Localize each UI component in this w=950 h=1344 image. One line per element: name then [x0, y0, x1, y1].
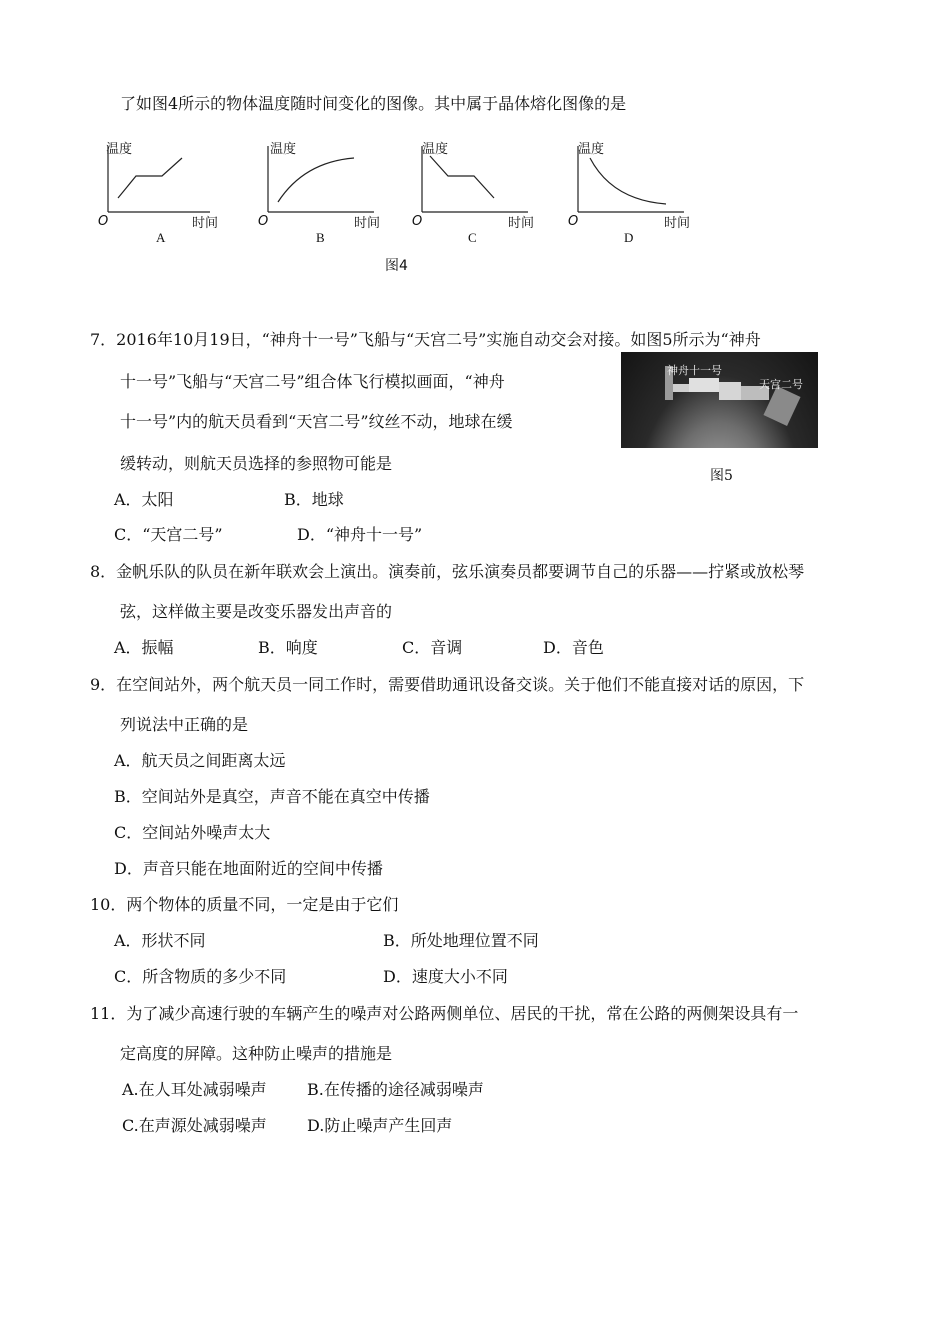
graph-b — [258, 138, 428, 248]
q10-option-b: B．所处地理位置不同 — [383, 931, 539, 950]
graph-c-xlabel: 时间 — [508, 216, 535, 231]
photo-label-tiangong: 天宫二号 — [759, 378, 803, 391]
q11-line1: 11．为了减少高速行驶的车辆产生的噪声对公路两侧单位、居民的干扰，常在公路的两侧架设具有一 — [90, 1004, 799, 1023]
graph-c-ylabel: 温度 — [422, 142, 449, 157]
photo-label-shenzhou: 神舟十一号 — [667, 364, 722, 377]
q9-line2: 列说法中正确的是 — [120, 715, 249, 734]
q7-option-a: A．太阳 — [114, 490, 174, 509]
q11-option-a: A.在人耳处减弱噪声 — [122, 1080, 267, 1099]
q7-line1: 7．2016年10月19日，“神舟十一号”飞船与“天宫二号”实施自动交会对接。如图5所示为“神舟 — [90, 330, 761, 349]
graph-b-xlabel: 时间 — [354, 216, 381, 231]
q7-option-c: C．“天宫二号” — [114, 525, 223, 544]
q8-option-b: B．响度 — [258, 638, 318, 657]
q11-option-b: B.在传播的途径减弱噪声 — [307, 1080, 484, 1099]
graph-a-ylabel: 温度 — [106, 142, 133, 157]
q10-line1: 10．两个物体的质量不同，一定是由于它们 — [90, 895, 399, 914]
graph-a-xlabel: 时间 — [192, 216, 219, 231]
fig5-caption: 图5 — [710, 468, 733, 484]
q10-option-c: C．所含物质的多少不同 — [114, 967, 287, 986]
graph-c — [412, 138, 582, 248]
graph-a-letter: A — [156, 230, 166, 245]
q9-option-d: D．声音只能在地面附近的空间中传播 — [114, 859, 383, 878]
spacecraft-photo — [621, 352, 818, 448]
q7-option-d: D．“神舟十一号” — [297, 525, 423, 544]
graph-d-letter: D — [624, 230, 634, 245]
q8-line2: 弦，这样做主要是改变乐器发出声音的 — [120, 602, 393, 621]
fig4-caption: 图4 — [385, 258, 408, 274]
q9-line1: 9．在空间站外，两个航天员一同工作时，需要借助通讯设备交谈。关于他们不能直接对话的原因，下 — [90, 675, 805, 694]
q11-option-d: D.防止噪声产生回声 — [307, 1116, 453, 1135]
graph-d-ylabel: 温度 — [578, 142, 605, 157]
q9-option-a: A．航天员之间距离太远 — [114, 751, 286, 770]
graph-c-origin: O — [412, 214, 423, 229]
q11-option-c: C.在声源处减弱噪声 — [122, 1116, 267, 1135]
graph-d-xlabel: 时间 — [664, 216, 691, 231]
q7-line2: 十一号”飞船与“天宫二号”组合体飞行模拟画面，“神舟 — [120, 372, 505, 391]
graph-b-letter: B — [316, 230, 325, 245]
q8-option-d: D．音色 — [543, 638, 604, 657]
q10-option-a: A．形状不同 — [114, 931, 206, 950]
q7-option-b: B．地球 — [284, 490, 344, 509]
q7-line4: 缓转动，则航天员选择的参照物可能是 — [120, 454, 393, 473]
q10-option-d: D．速度大小不同 — [383, 967, 508, 986]
q8-option-a: A．振幅 — [114, 638, 174, 657]
graph-c-letter: C — [468, 230, 477, 245]
graph-d — [568, 138, 738, 248]
q8-option-c: C．音调 — [402, 638, 463, 657]
graph-d-origin: O — [568, 214, 579, 229]
q7-line3: 十一号”内的航天员看到“天宫二号”纹丝不动，地球在缓 — [120, 412, 513, 431]
graph-b-ylabel: 温度 — [270, 142, 297, 157]
q11-line2: 定高度的屏障。这种防止噪声的措施是 — [120, 1044, 393, 1063]
graph-a-origin: O — [98, 214, 109, 229]
q8-line1: 8．金帆乐队的队员在新年联欢会上演出。演奏前，弦乐演奏员都要调节自己的乐器——拧紧或放松琴 — [90, 562, 805, 581]
q9-option-c: C．空间站外噪声太大 — [114, 823, 271, 842]
graph-a — [98, 138, 268, 248]
q9-option-b: B．空间站外是真空，声音不能在真空中传播 — [114, 787, 430, 806]
intro-text: 了如图4所示的物体温度随时间变化的图像。其中属于晶体熔化图像的是 — [120, 94, 627, 113]
graph-b-origin: O — [258, 214, 269, 229]
